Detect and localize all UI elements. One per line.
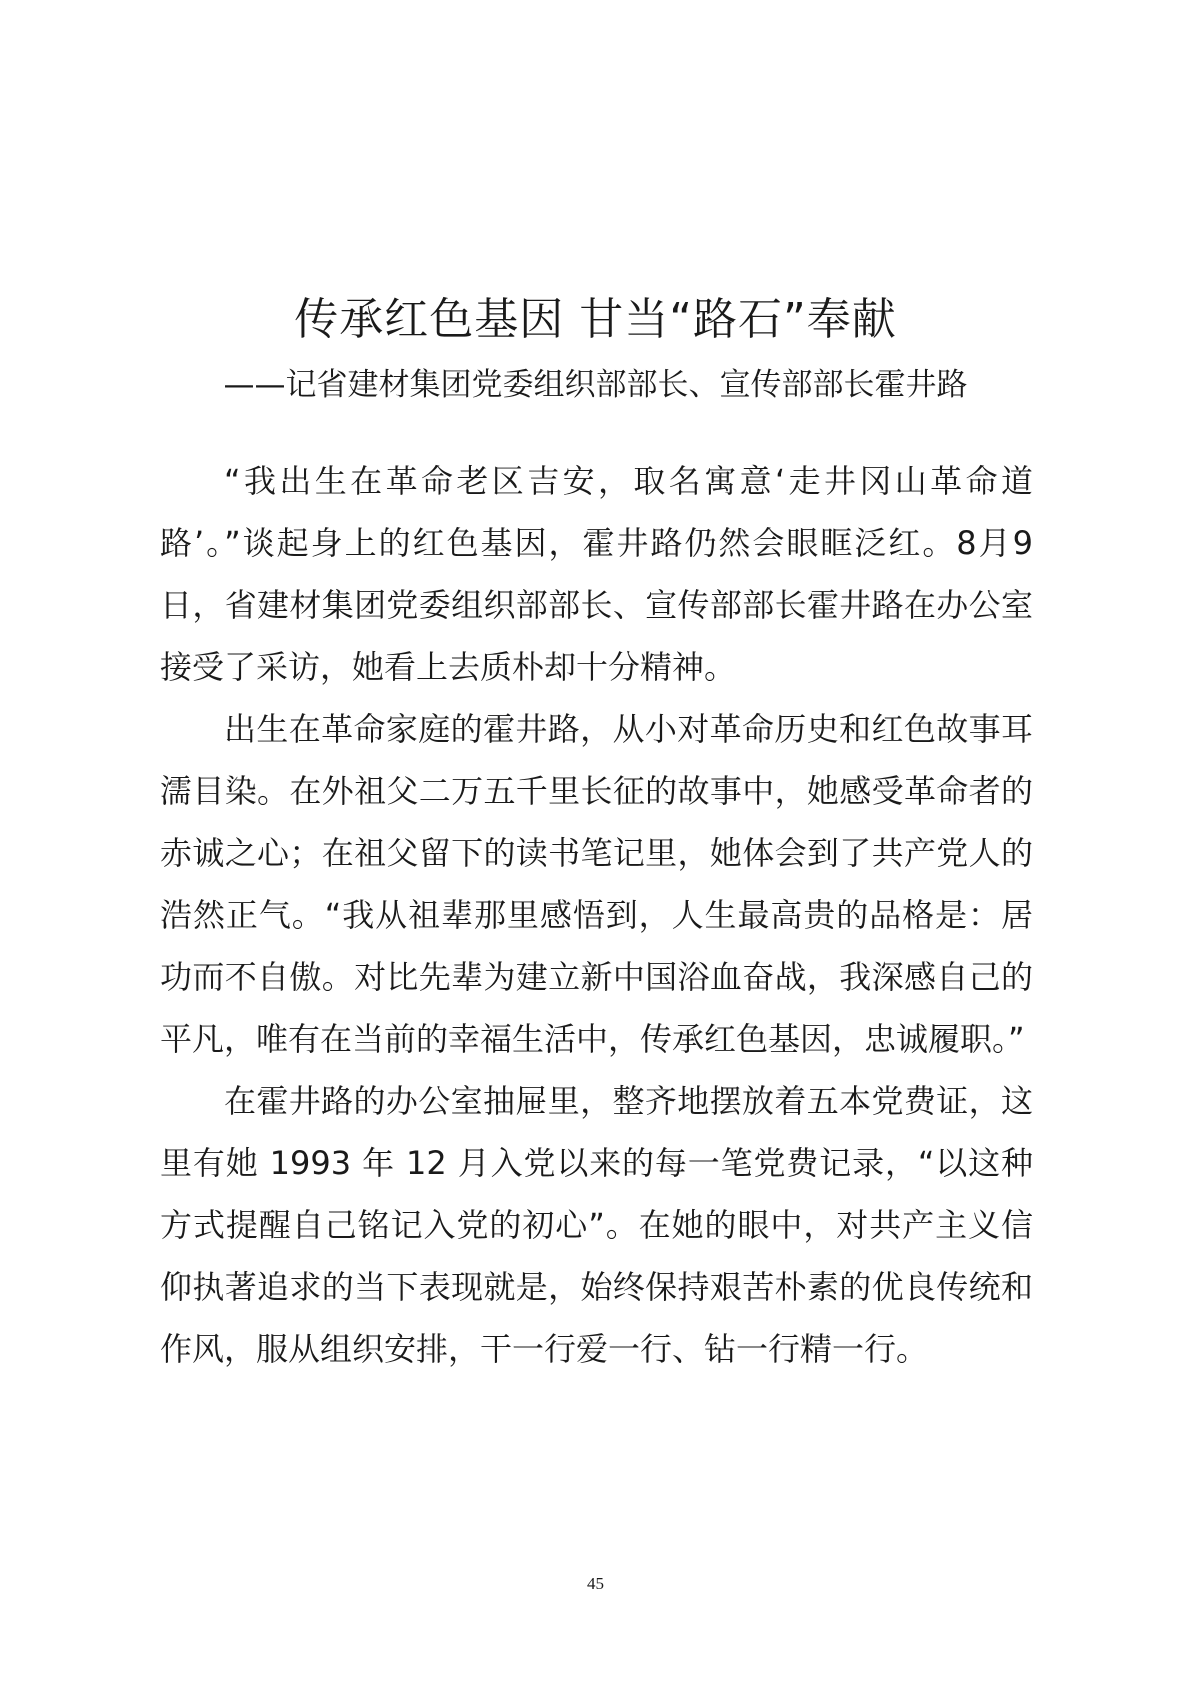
paragraph: “我出生在革命老区吉安，取名寓意‘走井冈山革命道路’。”谈起身上的红色基因，霍井路仍然会眼眶泛红。8月9日，省建材集团党委组织部部长、宣传部部长霍井路在办公室接受了采访，她看上去质朴却十分精神。 — [160, 462, 1033, 686]
paragraph: 出生在革命家庭的霍井路，从小对革命历史和红色故事耳濡目染。在外祖父二万五千里长征的故事中，她感受革命者的赤诚之心；在祖父留下的读书笔记里，她体会到了共产党人的浩然正气。“我从祖辈那里感悟到，人生最高贵的品格是：居功而不自傲。对比先辈为建立新中国浴血奋战，我深感自己的平凡，唯有在当前的幸福生活中，传承红色基因，忠诚履职。” — [160, 710, 1033, 1058]
article-title: 传承红色基因 甘当“路石”奉献 — [294, 294, 897, 345]
article-body — [160, 450, 1033, 1380]
page-number: 45 — [587, 1574, 604, 1593]
paragraph: 在霍井路的办公室抽屉里，整齐地摆放着五本党费证，这里有她 1993 年 12 月入党以来的每一笔党费记录，“以这种方式提醒自己铭记入党的初心”。在她的眼中，对共产主义信仰执著追求的当下表现就是，始终保持艰苦朴素的优良传统和作风，服从组织安排，干一行爱一行、钻一行精一行。 — [160, 1082, 1033, 1368]
article-subtitle: ——记省建材集团党委组织部部长、宣传部部长霍井路 — [223, 367, 968, 403]
